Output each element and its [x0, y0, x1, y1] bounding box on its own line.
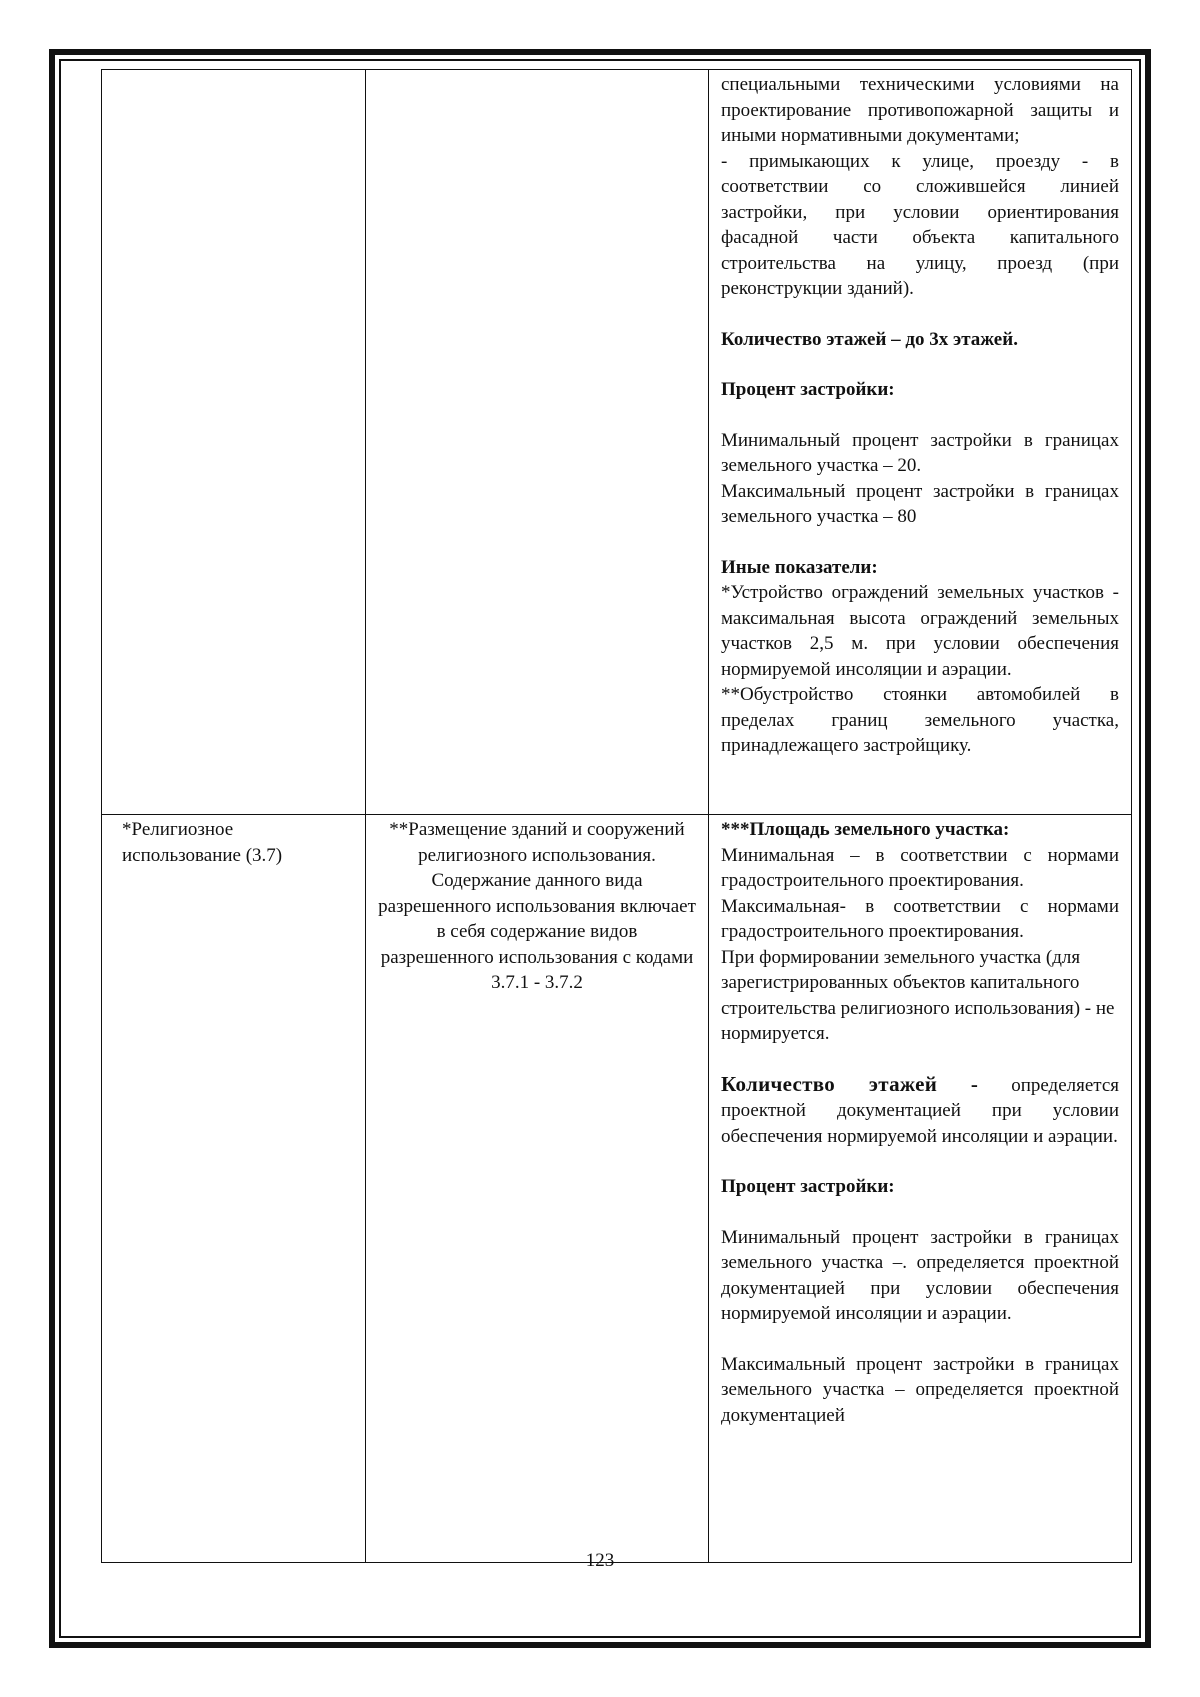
cell-description	[366, 70, 709, 815]
table-row	[102, 70, 1132, 815]
cell-use-type	[102, 815, 366, 1563]
floors-label: Количество этажей -	[721, 1071, 979, 1096]
min-percent: Минимальный процент застройки в границах земельного участка – 20.	[721, 429, 1119, 476]
area-heading: ***Площадь земельного участка:	[721, 819, 1010, 840]
use-description: **Размещение зданий и сооружений религиозного использования. Содержание данного вида разрешенного использования включает в себя содержание видов разрешенного использования с кодами 3.7.1 - 3.7.2	[378, 819, 696, 993]
cell-parameters	[709, 70, 1132, 815]
floors-count: Количество этажей – до 3х этажей.	[721, 328, 1018, 350]
area-note: При формировании земельного участка (для зарегистрированных объектов капитального строительства религиозного использования) - не нормируется.	[721, 946, 1115, 1044]
floors-text: определяется проектной документацией при условии обеспечения нормируемой инсоляции и аэрации.	[721, 1074, 1120, 1147]
page-number: 123	[585, 1550, 615, 1571]
use-type-label: *Религиозное использование (3.7)	[122, 819, 283, 866]
min-percent: Минимальный процент застройки в границах земельного участка –. определяется проектной документацией при условии обеспечения нормируемой инсоляции и аэрации.	[721, 1226, 1119, 1324]
max-percent: Максимальный процент застройки в границах земельного участка – определяется проектной документацией	[721, 1353, 1119, 1426]
regulations-table	[101, 69, 1132, 1563]
table-row	[102, 815, 1132, 1563]
fence-paragraph: *Устройство ограждений земельных участков - максимальная высота ограждений земельных участков 2,5 м. при условии обеспечения нормируемой инсоляции и аэрации.	[721, 582, 1119, 680]
area-max: Максимальная- в соответствии с нормами градостроительного проектирования.	[721, 895, 1119, 942]
parking-paragraph: **Обустройство стоянки автомобилей в пределах границ земельного участка, принадлежащего застройщику.	[721, 684, 1119, 756]
paragraph-adjoining-street: - примыкающих к улице, проезду - в соответствии со сложившейся линией застройки, при условии ориентирования фасадной части объекта капитального строительства на улицу, проезд (при реконструкции зданий).	[721, 150, 1119, 299]
paragraph-technical-conditions: специальными техническими условиями на проектирование противопожарной защиты и иными нормативными документами;	[721, 74, 1119, 146]
floors-paragraph	[721, 1072, 1119, 1150]
percent-heading: Процент застройки:	[721, 1176, 895, 1197]
other-indicators-heading: Иные показатели:	[721, 556, 878, 578]
cell-parameters	[709, 815, 1132, 1563]
percent-heading: Процент застройки:	[721, 379, 895, 400]
max-percent: Максимальный процент застройки в границах земельного участка – 80	[721, 480, 1119, 527]
area-min: Минимальная – в соответствии с нормами градостроительного проектирования.	[721, 844, 1119, 891]
cell-description	[366, 815, 709, 1563]
cell-use-type	[102, 70, 366, 815]
